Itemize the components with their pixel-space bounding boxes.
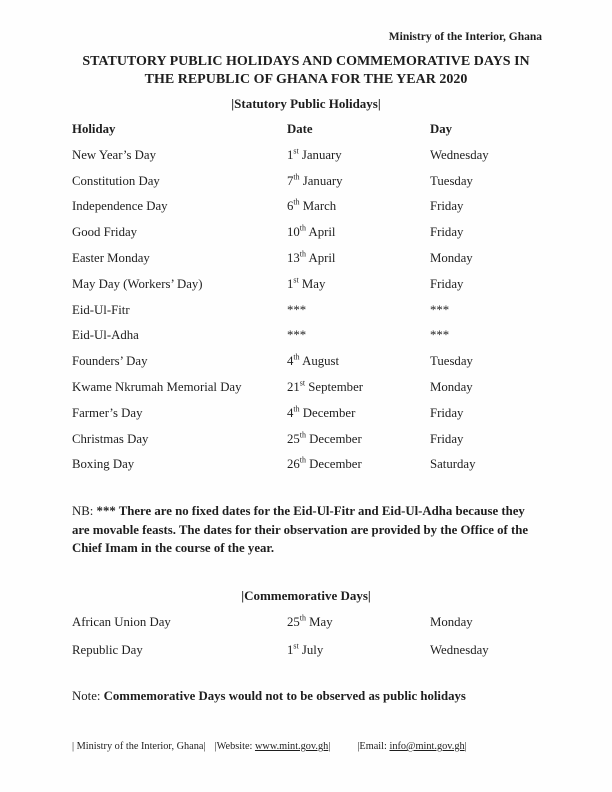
holiday-day: Monday bbox=[430, 250, 473, 265]
footer-email-close-pipe: | bbox=[464, 741, 467, 752]
holiday-day: *** bbox=[430, 302, 450, 317]
nb-text: *** There are no fixed dates for the Eid-Ul-Fitr and Eid-Ul-Adha because they are movable feasts. The dates for their observation are provided by the Office of the Chief Imam in the course of the year. bbox=[72, 504, 529, 556]
holiday-name: May Day (Workers’ Day) bbox=[72, 276, 203, 291]
holiday-day: *** bbox=[430, 328, 450, 343]
holiday-name: Boxing Day bbox=[72, 457, 135, 472]
organization-header: Ministry of the Interior, Ghana bbox=[388, 31, 542, 43]
table-row bbox=[72, 427, 542, 453]
holiday-date: 10th April bbox=[287, 223, 336, 240]
holiday-date: 25th May bbox=[287, 613, 333, 629]
footer-email bbox=[357, 741, 466, 752]
holiday-day: Wednesday bbox=[430, 643, 489, 658]
note-text: Commemorative Days would not to be observed as public holidays bbox=[103, 689, 466, 703]
table-row bbox=[72, 169, 542, 195]
email-link[interactable]: info@mint.gov.gh bbox=[389, 741, 465, 752]
footer-website-label: |Website: bbox=[214, 741, 255, 752]
holiday-day: Friday bbox=[430, 276, 464, 291]
footer-org: | Ministry of the Interior, Ghana| bbox=[72, 741, 206, 752]
holiday-name: Good Friday bbox=[72, 225, 138, 240]
nb-paragraph bbox=[72, 502, 544, 558]
holiday-name: Republic Day bbox=[72, 643, 143, 658]
statutory-section-heading: |Statutory Public Holidays| bbox=[231, 96, 381, 111]
page-title-line1: STATUTORY PUBLIC HOLIDAYS AND COMMEMORATIVE DAYS IN bbox=[82, 54, 530, 69]
table-row bbox=[72, 452, 542, 478]
holiday-date: 26th December bbox=[287, 456, 362, 472]
holiday-day: Friday bbox=[430, 225, 464, 240]
nb-prefix: NB: bbox=[72, 504, 97, 518]
statutory-holidays-table bbox=[72, 117, 542, 478]
holiday-name: New Year’s Day bbox=[72, 147, 156, 162]
table-row bbox=[72, 323, 542, 349]
holiday-date: 1st July bbox=[287, 641, 324, 658]
table-row bbox=[72, 298, 542, 324]
website-link[interactable]: www.mint.gov.gh bbox=[254, 741, 329, 752]
holiday-date: *** bbox=[287, 302, 307, 317]
footer-email-label: |Email: bbox=[357, 741, 390, 752]
table-row bbox=[72, 220, 542, 246]
column-header: Day bbox=[430, 122, 453, 136]
holiday-name: African Union Day bbox=[72, 615, 171, 629]
holiday-day: Wednesday bbox=[430, 147, 489, 162]
note-line bbox=[72, 689, 552, 704]
holiday-day: Friday bbox=[430, 199, 464, 214]
column-header: Date bbox=[287, 122, 313, 136]
holiday-day: Tuesday bbox=[430, 354, 473, 369]
holiday-day: Friday bbox=[430, 431, 464, 446]
holiday-date: *** bbox=[287, 328, 307, 343]
holiday-date: 6th March bbox=[287, 198, 337, 214]
page-title bbox=[46, 53, 566, 88]
page-title-line2: THE REPUBLIC OF GHANA FOR THE YEAR 2020 bbox=[144, 71, 468, 87]
footer-website bbox=[215, 741, 331, 752]
holiday-name: Founders’ Day bbox=[72, 354, 148, 369]
holiday-day: Friday bbox=[430, 405, 464, 420]
footer-website-close-pipe: | bbox=[328, 741, 331, 752]
holiday-date: 13th April bbox=[287, 249, 336, 265]
table-row bbox=[72, 401, 542, 427]
holiday-day: Monday bbox=[430, 615, 473, 629]
page-footer bbox=[72, 741, 542, 752]
table-row bbox=[72, 194, 542, 220]
table-row bbox=[72, 375, 542, 401]
table-row bbox=[72, 246, 542, 272]
table-row bbox=[72, 143, 542, 169]
commemorative-section-heading: |Commemorative Days| bbox=[241, 588, 371, 603]
note-prefix: Note: bbox=[72, 689, 104, 703]
table-header-row bbox=[72, 117, 542, 143]
holiday-name: Easter Monday bbox=[72, 250, 150, 265]
holiday-date: 1st May bbox=[287, 275, 326, 291]
column-header: Holiday bbox=[72, 122, 116, 136]
table-row bbox=[72, 608, 542, 636]
table-row bbox=[72, 349, 542, 375]
commemorative-days-table bbox=[72, 608, 542, 664]
holiday-date: 4th December bbox=[287, 404, 356, 420]
holiday-name: Independence Day bbox=[72, 199, 168, 214]
holiday-date: 7th January bbox=[287, 172, 343, 188]
holiday-date: 4th August bbox=[287, 352, 340, 369]
holiday-day: Saturday bbox=[430, 457, 476, 472]
holiday-date: 21st September bbox=[287, 378, 364, 394]
holiday-date: 25th December bbox=[287, 430, 362, 446]
holiday-name: Eid-Ul-Fitr bbox=[72, 302, 130, 317]
holiday-day: Tuesday bbox=[430, 173, 473, 188]
holiday-date: 1st January bbox=[287, 146, 342, 162]
holiday-name: Farmer’s Day bbox=[72, 405, 143, 420]
holiday-name: Eid-Ul-Adha bbox=[72, 328, 139, 343]
table-row bbox=[72, 272, 542, 298]
table-row bbox=[72, 636, 542, 664]
holiday-name: Christmas Day bbox=[72, 431, 149, 446]
holiday-day: Monday bbox=[430, 379, 473, 394]
holiday-name: Kwame Nkrumah Memorial Day bbox=[72, 379, 242, 394]
holiday-name: Constitution Day bbox=[72, 173, 160, 188]
